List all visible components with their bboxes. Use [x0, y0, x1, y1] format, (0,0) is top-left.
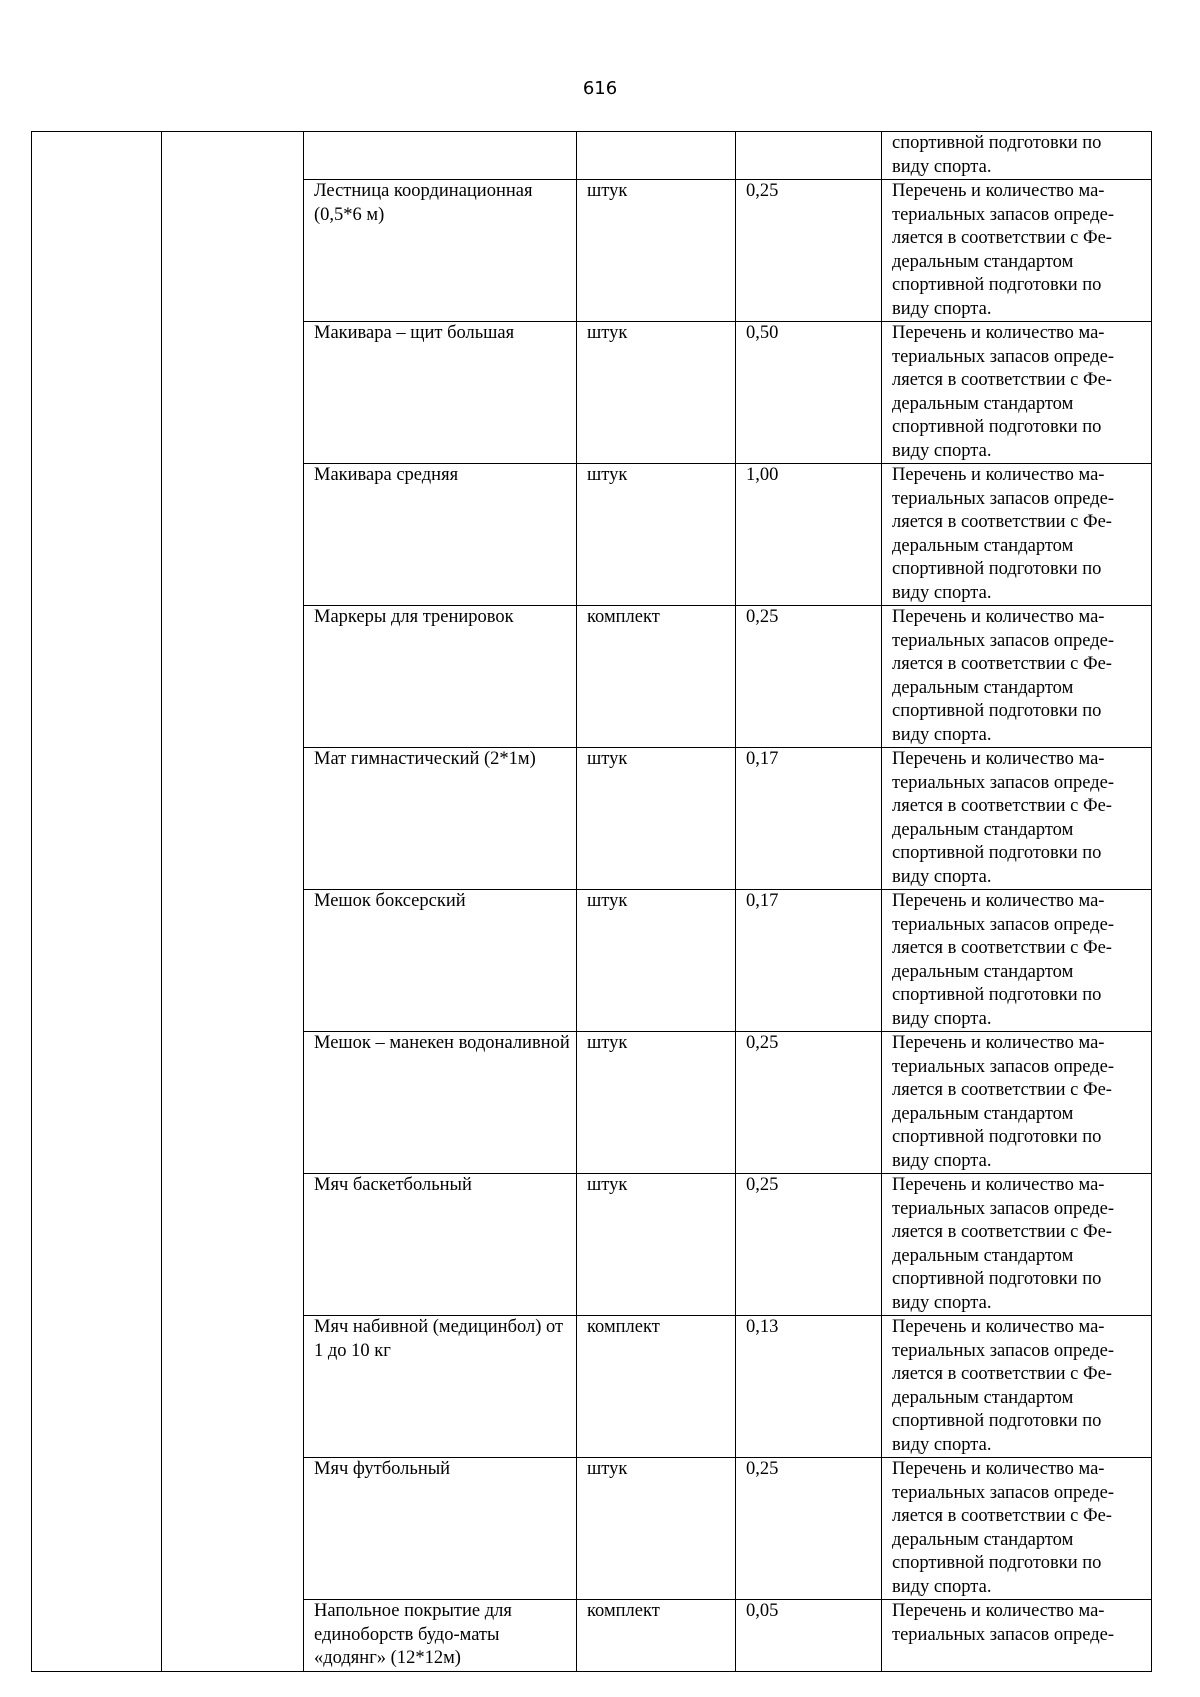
note-cell: Перечень и количество ма- териальных запасов опреде- ляется в соответствии с Фе- деральным стандартом спортивной подготовки по виду спорта.: [882, 180, 1152, 322]
note-cell: Перечень и количество ма- териальных запасов опреде- ляется в соответствии с Фе- деральным стандартом спортивной подготовки по виду спорта.: [882, 322, 1152, 464]
quantity-cell: 0,05: [736, 1600, 882, 1672]
note-cell: Перечень и количество ма- териальных запасов опреде- ляется в соответствии с Фе- деральным стандартом спортивной подготовки по виду спорта.: [882, 464, 1152, 606]
unit-cell: комплект: [577, 606, 736, 748]
note-cell: Перечень и количество ма- териальных запасов опреде- ляется в соответствии с Фе- деральным стандартом спортивной подготовки по виду спорта.: [882, 1032, 1152, 1174]
unit-cell: комплект: [577, 1316, 736, 1458]
note-cell: Перечень и количество ма- териальных запасов опреде- ляется в соответствии с Фе- деральным стандартом спортивной подготовки по виду спорта.: [882, 1316, 1152, 1458]
unit-cell: штук: [577, 1458, 736, 1600]
name-cell: Мешок боксерский: [304, 890, 577, 1032]
name-cell: Лестница координационная (0,5*6 м): [304, 180, 577, 322]
quantity-cell: 0,25: [736, 606, 882, 748]
name-cell: Маркеры для тренировок: [304, 606, 577, 748]
unit-cell: штук: [577, 1174, 736, 1316]
note-cell: Перечень и количество ма- териальных запасов опреде-: [882, 1600, 1152, 1672]
quantity-cell: 0,25: [736, 1458, 882, 1600]
name-cell: Мяч футбольный: [304, 1458, 577, 1600]
quantity-cell: 0,25: [736, 1174, 882, 1316]
note-cell: Перечень и количество ма- териальных запасов опреде- ляется в соответствии с Фе- деральным стандартом спортивной подготовки по виду спорта.: [882, 890, 1152, 1032]
note-cell: Перечень и количество ма- териальных запасов опреде- ляется в соответствии с Фе- деральным стандартом спортивной подготовки по виду спорта.: [882, 606, 1152, 748]
name-cell: Напольное покрытие для единоборств будо-маты «додянг» (12*12м): [304, 1600, 577, 1672]
unit-cell: штук: [577, 180, 736, 322]
quantity-cell: [736, 132, 882, 180]
note-cell: Перечень и количество ма- териальных запасов опреде- ляется в соответствии с Фе- деральным стандартом спортивной подготовки по виду спорта.: [882, 1174, 1152, 1316]
equipment-table: [31, 131, 1152, 1672]
name-cell: Мяч набивной (медицинбол) от 1 до 10 кг: [304, 1316, 577, 1458]
note-cell: спортивной подготовки по виду спорта.: [882, 132, 1152, 180]
name-cell: Макивара средняя: [304, 464, 577, 606]
quantity-cell: 1,00: [736, 464, 882, 606]
name-cell: Мешок – манекен водоналивной: [304, 1032, 577, 1174]
name-cell: [304, 132, 577, 180]
unit-cell: штук: [577, 1032, 736, 1174]
table-row-continuation: [32, 132, 1152, 180]
merged-column-2: [162, 132, 304, 1672]
page-number: 616: [582, 78, 618, 99]
note-cell: Перечень и количество ма- териальных запасов опреде- ляется в соответствии с Фе- деральным стандартом спортивной подготовки по виду спорта.: [882, 1458, 1152, 1600]
quantity-cell: 0,17: [736, 890, 882, 1032]
unit-cell: комплект: [577, 1600, 736, 1672]
name-cell: Мяч баскетбольный: [304, 1174, 577, 1316]
unit-cell: штук: [577, 890, 736, 1032]
unit-cell: штук: [577, 464, 736, 606]
note-cell: Перечень и количество ма- териальных запасов опреде- ляется в соответствии с Фе- деральным стандартом спортивной подготовки по виду спорта.: [882, 748, 1152, 890]
unit-cell: [577, 132, 736, 180]
name-cell: Мат гимнастический (2*1м): [304, 748, 577, 890]
unit-cell: штук: [577, 322, 736, 464]
quantity-cell: 0,13: [736, 1316, 882, 1458]
quantity-cell: 0,25: [736, 1032, 882, 1174]
quantity-cell: 0,50: [736, 322, 882, 464]
quantity-cell: 0,25: [736, 180, 882, 322]
quantity-cell: 0,17: [736, 748, 882, 890]
name-cell: Макивара – щит большая: [304, 322, 577, 464]
merged-column-1: [32, 132, 162, 1672]
unit-cell: штук: [577, 748, 736, 890]
